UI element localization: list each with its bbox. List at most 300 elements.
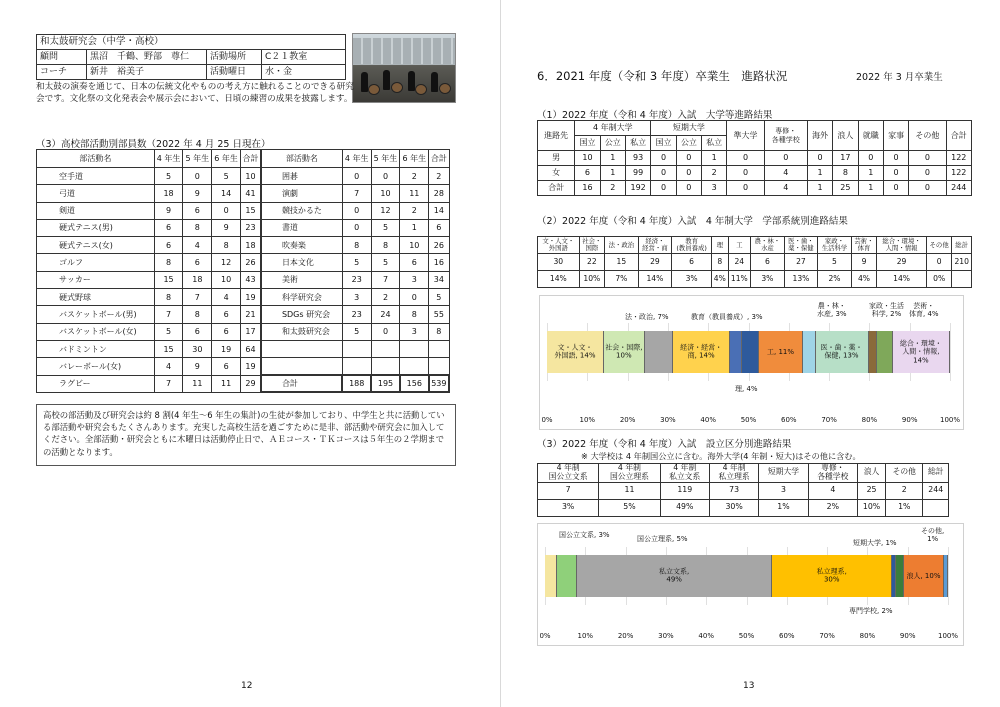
club-count <box>429 358 449 375</box>
callout-kokuri: 国公立理系, 5% <box>637 535 688 543</box>
result-cell: 0 <box>676 181 701 196</box>
faculty-percent-cell: 10% <box>579 271 604 288</box>
axis-tick-label: 60% <box>779 632 795 640</box>
result-cell: 17 <box>833 151 858 166</box>
faculty-percent-cell: 3% <box>751 271 785 288</box>
axis-tick-label: 70% <box>821 416 837 424</box>
axis-tick-label: 0% <box>541 416 553 424</box>
category-header-cell: 4 年制 私立理系 <box>709 464 758 483</box>
club-name: ラグビー <box>37 375 155 392</box>
club-count: 18 <box>154 185 183 202</box>
club-name: バドミントン <box>37 340 155 357</box>
faculty-count-cell: 6 <box>672 254 712 271</box>
club-name: 空手道 <box>37 168 155 185</box>
club-name: 科学研究会 <box>261 289 342 306</box>
result-subheader-cell: 私立 <box>625 136 650 151</box>
club-count <box>342 340 371 357</box>
result-cell: 0 <box>651 181 676 196</box>
faculty-count-cell: 24 <box>728 254 751 271</box>
club-count: 0 <box>183 168 212 185</box>
axis-tick-label: 70% <box>819 632 835 640</box>
club-count: 12 <box>371 202 400 219</box>
faculty-header-cell: 文・人文・ 外国語 <box>538 237 580 254</box>
faculty-percent-cell: 11% <box>728 271 751 288</box>
faculty-percent-cell: 4% <box>851 271 876 288</box>
club-count: 55 <box>429 306 449 323</box>
club-count: 5 <box>154 168 183 185</box>
category-header-cell: 短期大学 <box>759 464 808 483</box>
category-percent-cell: 5% <box>599 499 660 516</box>
faculty-header-cell: 総計 <box>952 237 972 254</box>
result-cell: 1 <box>807 181 832 196</box>
table-row <box>37 202 450 219</box>
result-cell: 16 <box>575 181 600 196</box>
category-stacked-bar-chart <box>537 523 964 646</box>
club-count: 17 <box>241 323 261 340</box>
days-label: 活動曜日 <box>207 65 262 80</box>
result-header-cell: 合計 <box>946 121 971 151</box>
axis-tick-label: 20% <box>619 416 636 424</box>
faculty-percent-cell: 14% <box>638 271 672 288</box>
club-count: 6 <box>400 254 429 271</box>
club-table-header-cell: 5 年生 <box>371 150 400 168</box>
result-subheader-cell: 国立 <box>651 136 676 151</box>
club-count: 15 <box>154 340 183 357</box>
axis-tick-label: 40% <box>700 416 716 424</box>
advisor-label: 顧問 <box>37 50 87 65</box>
bar-segment <box>673 331 730 373</box>
result-header-cell: 専修・ 各種学校 <box>764 121 807 151</box>
bar-segment <box>896 555 904 597</box>
bar-segment <box>944 555 948 597</box>
category-percent-cell: 2% <box>808 499 857 516</box>
result-header-cell: その他 <box>909 121 946 151</box>
faculty-count-cell: 5 <box>818 254 852 271</box>
club-name: 硬式テニス(女) <box>37 237 155 254</box>
club-count: 15 <box>241 202 261 219</box>
result-cell: 4 <box>764 166 807 181</box>
club-count <box>400 340 429 357</box>
table-row <box>538 151 972 166</box>
axis-tick-label: 40% <box>698 632 714 640</box>
club-count: 8 <box>212 237 241 254</box>
table-row <box>37 237 450 254</box>
club-count: 19 <box>241 358 261 375</box>
result-cell: 0 <box>727 151 764 166</box>
axis-tick-label: 90% <box>899 632 916 640</box>
result-subheader-cell: 公立 <box>676 136 701 151</box>
club-count <box>400 358 429 375</box>
club-table-header-cell: 6 年生 <box>400 150 429 168</box>
faculty-percent-cell: 2% <box>818 271 852 288</box>
result-cell: 0 <box>909 181 946 196</box>
club-count: 10 <box>212 271 241 288</box>
club-count: 6 <box>154 219 183 236</box>
club-count: 3 <box>400 323 429 340</box>
place-label: 活動場所 <box>207 50 262 65</box>
club-count: 8 <box>183 306 212 323</box>
faculty-percent-cell <box>952 271 972 288</box>
result-cell: 1 <box>858 181 883 196</box>
faculty-header-cell: 家政・ 生活科学 <box>818 237 852 254</box>
result-cell: 1 <box>702 151 727 166</box>
result-header-cell: 準大学 <box>727 121 764 151</box>
result-cell: 122 <box>946 166 971 181</box>
bar-segment <box>742 331 758 373</box>
faculty-count-cell: 29 <box>877 254 927 271</box>
table-row <box>538 166 972 181</box>
category-header-cell: その他 <box>886 464 923 483</box>
category-count-cell: 4 <box>808 482 857 499</box>
club-count: 11 <box>212 375 241 392</box>
result-cell: 2 <box>702 166 727 181</box>
days-value: 水・金 <box>262 65 346 80</box>
club-count: 10 <box>400 237 429 254</box>
club-name: 書道 <box>261 219 342 236</box>
faculty-percent-cell: 4% <box>712 271 728 288</box>
page-title: 6．2021 年度（令和 3 年度）卒業生 進路状況 <box>537 69 788 83</box>
faculty-percent-cell: 3% <box>672 271 712 288</box>
club-name: サッカー <box>37 271 155 288</box>
table-row <box>37 375 450 392</box>
axis-tick-label: 60% <box>781 416 797 424</box>
category-count-cell: 2 <box>886 482 923 499</box>
club-count: 9 <box>183 185 212 202</box>
club-name: 和太鼓研究会 <box>261 323 342 340</box>
club-name: ゴルフ <box>37 254 155 271</box>
club-name: バスケットボール(女) <box>37 323 155 340</box>
club-count: 43 <box>241 271 261 288</box>
result-header-cell: 進路先 <box>538 121 575 151</box>
club-count: 9 <box>212 219 241 236</box>
category-result-table <box>537 463 949 517</box>
result-cell: 0 <box>883 181 908 196</box>
club-name: 演劇 <box>261 185 342 202</box>
bar-segment <box>893 331 950 373</box>
club-count <box>342 358 371 375</box>
section3-heading: （3）2022 年度（令和 4 年度）入試 設立区分別進路結果 <box>537 439 792 450</box>
bar-segment <box>869 331 877 373</box>
club-count: 21 <box>241 306 261 323</box>
result-cell: 0 <box>909 151 946 166</box>
gridline <box>948 547 949 605</box>
result-header-cell: 4 年制大学 <box>575 121 651 136</box>
result-cell: 0 <box>651 166 676 181</box>
club-count: 34 <box>429 271 449 288</box>
data-label: 社会・国際, 10% <box>605 343 643 360</box>
category-percent-cell <box>923 499 949 516</box>
axis-tick-label: 90% <box>901 416 918 424</box>
gridline <box>950 323 951 381</box>
axis-tick-label: 10% <box>579 416 596 424</box>
data-label: 医・歯・薬・ 保健, 13% <box>820 343 863 360</box>
category-header-cell: 専修・ 各種学校 <box>808 464 857 483</box>
bar-segment <box>604 331 645 373</box>
callout-houseiji: 法・政治, 7% <box>625 313 669 321</box>
section2-heading: （2）2022 年度（令和 4 年度）入試 4 年制大学 学部系統別進路結果 <box>537 216 848 227</box>
club-count: 8 <box>183 219 212 236</box>
club-count: 2 <box>371 289 400 306</box>
club-table-header <box>37 150 450 168</box>
club-count: 23 <box>241 219 261 236</box>
club-table-header-cell: 4 年生 <box>342 150 371 168</box>
club-count <box>429 340 449 357</box>
club-count: 16 <box>429 254 449 271</box>
category-percent-cell: 30% <box>709 499 758 516</box>
result-subheader-cell: 公立 <box>600 136 625 151</box>
axis-tick-label: 50% <box>740 416 757 424</box>
category-header-cell: 4 年制 私立文系 <box>660 464 709 483</box>
club-count: 5 <box>371 219 400 236</box>
axis-tick-label: 30% <box>658 632 674 640</box>
result-header-cell: 短期大学 <box>651 121 727 136</box>
club-count: 6 <box>212 306 241 323</box>
club-count: 7 <box>342 185 371 202</box>
club-count: 29 <box>241 375 261 392</box>
club-count: 18 <box>183 271 212 288</box>
faculty-header-cell: 経済・ 経営・商 <box>638 237 672 254</box>
club-name <box>261 358 342 375</box>
result-cell: 1 <box>807 166 832 181</box>
faculty-header-cell: 法・政治 <box>605 237 639 254</box>
coach-value: 新井 裕美子 <box>87 65 207 80</box>
club-name: 弓道 <box>37 185 155 202</box>
club-name: 硬式野球 <box>37 289 155 306</box>
club-count: 6 <box>212 358 241 375</box>
club-count: 24 <box>371 306 400 323</box>
bar-segment <box>645 331 673 373</box>
club-count: 5 <box>342 323 371 340</box>
result-cell: 122 <box>946 151 971 166</box>
club-name: 硬式テニス(男) <box>37 219 155 236</box>
club-count: 539 <box>429 375 449 392</box>
club-count: 2 <box>429 168 449 185</box>
category-count-cell: 25 <box>857 482 885 499</box>
faculty-header-cell: 医・歯・ 薬・保健 <box>784 237 818 254</box>
club-count: 3 <box>342 289 371 306</box>
bar-segment <box>772 555 892 597</box>
faculty-header-cell: 農・林・ 水産 <box>751 237 785 254</box>
club-count: 10 <box>371 185 400 202</box>
club-name: バスケットボール(男) <box>37 306 155 323</box>
club-count: 14 <box>429 202 449 219</box>
bar-segment <box>877 331 893 373</box>
result-subheader-cell: 国立 <box>575 136 600 151</box>
club-count: 188 <box>342 375 371 392</box>
club-info-table <box>36 34 346 80</box>
club-count: 4 <box>212 289 241 306</box>
right-page <box>500 0 1000 707</box>
club-count: 18 <box>241 237 261 254</box>
club-member-table <box>36 149 450 393</box>
result-cell: 0 <box>883 151 908 166</box>
result-cell: 0 <box>807 151 832 166</box>
category-count-cell: 73 <box>709 482 758 499</box>
result-cell: 244 <box>946 181 971 196</box>
club-count: 8 <box>154 289 183 306</box>
section1-heading: （1）2022 年度（令和 4 年度）入試 大学等進路結果 <box>537 110 773 121</box>
faculty-header-cell: 社会・ 国際 <box>579 237 604 254</box>
faculty-percent-cell: 14% <box>538 271 580 288</box>
club-count: 6 <box>183 254 212 271</box>
faculty-percent-cell: 13% <box>784 271 818 288</box>
result-cell: 10 <box>575 151 600 166</box>
faculty-percent-cell: 0% <box>926 271 951 288</box>
club-count: 23 <box>342 306 371 323</box>
club-count: 8 <box>342 237 371 254</box>
category-header-cell: 浪人 <box>857 464 885 483</box>
axis-tick-label: 50% <box>738 632 755 640</box>
category-count-cell: 7 <box>538 482 599 499</box>
table-row <box>37 219 450 236</box>
club-count: 0 <box>371 323 400 340</box>
result-header-cell: 家事 <box>883 121 908 151</box>
club-count: 4 <box>183 237 212 254</box>
faculty-count-cell: 15 <box>605 254 639 271</box>
callout-kyouiku: 教育（教員養成）, 3% <box>691 313 763 321</box>
faculty-percent-cell: 7% <box>605 271 639 288</box>
category-header-cell: 4 年制 国公立理系 <box>599 464 660 483</box>
bar-segment <box>803 331 815 373</box>
callout-sonota: その他, 1% <box>921 527 945 544</box>
result-cell: 99 <box>625 166 650 181</box>
club-count: 23 <box>342 271 371 288</box>
club-count: 5 <box>342 254 371 271</box>
bar-segment <box>904 555 944 597</box>
club-count: 0 <box>371 168 400 185</box>
club-count: 0 <box>400 289 429 306</box>
coach-label: コーチ <box>37 65 87 80</box>
faculty-result-table <box>537 236 972 288</box>
axis-tick-label: 100% <box>939 416 961 424</box>
club-table-header-cell: 6 年生 <box>212 150 241 168</box>
axis-tick-label: 30% <box>660 416 676 424</box>
club-count: 14 <box>212 185 241 202</box>
club-count <box>371 358 400 375</box>
club-count: 7 <box>183 289 212 306</box>
data-label: 私立理系, 30% <box>816 567 847 584</box>
club-count: 8 <box>429 323 449 340</box>
bar-segment <box>730 331 742 373</box>
axis-tick-label: 10% <box>577 632 594 640</box>
club-count: 28 <box>429 185 449 202</box>
category-bar <box>545 555 948 597</box>
result-cell: 1 <box>600 166 625 181</box>
category-percent-cell: 1% <box>759 499 808 516</box>
category-count-cell: 11 <box>599 482 660 499</box>
club-count: 6 <box>183 202 212 219</box>
club-count: 6 <box>212 323 241 340</box>
club-name: 剣道 <box>37 202 155 219</box>
club-count: 30 <box>183 340 212 357</box>
club-count: 195 <box>371 375 400 392</box>
club-count: 9 <box>154 202 183 219</box>
faculty-count-cell: 8 <box>712 254 728 271</box>
result-cell: 1 <box>600 151 625 166</box>
club-count: 6 <box>183 323 212 340</box>
section3-note: ※ 大学校は 4 年制国公立に含む。海外大学(4 年制・短大)はその他に含む。 <box>581 451 861 461</box>
result-cell: 0 <box>727 166 764 181</box>
callout-nou: 農・林・ 水産, 3% <box>817 302 847 319</box>
table-row <box>37 358 450 375</box>
category-count-cell: 119 <box>660 482 709 499</box>
callout-senshu: 専門学校, 2% <box>849 607 893 615</box>
axis-tick-label: 80% <box>861 416 878 424</box>
category-percent-cell: 1% <box>886 499 923 516</box>
taiko-photo <box>352 33 456 103</box>
club-count: 3 <box>400 271 429 288</box>
category-count-cell: 3 <box>759 482 808 499</box>
faculty-header-cell: 教育 (教員養成) <box>672 237 712 254</box>
club-table-body <box>37 168 450 393</box>
result-cell: 0 <box>727 181 764 196</box>
bar-segment <box>577 555 773 597</box>
result-cell: 3 <box>702 181 727 196</box>
club-count: 5 <box>212 168 241 185</box>
club-count-heading: （3）高校部活動別部員数（2022 年 4 月 25 日現在） <box>36 139 271 150</box>
club-count: 9 <box>183 358 212 375</box>
faculty-header-cell: 芸術・ 体育 <box>851 237 876 254</box>
club-count: 64 <box>241 340 261 357</box>
result-subheader-cell: 私立 <box>702 136 727 151</box>
club-count: 12 <box>212 254 241 271</box>
data-label: 経済・経営・ 商, 14% <box>680 343 723 360</box>
faculty-count-cell: 9 <box>851 254 876 271</box>
club-count: 4 <box>154 358 183 375</box>
club-count: 5 <box>154 323 183 340</box>
category-count-cell: 244 <box>923 482 949 499</box>
graduation-date: 2022 年 3 月卒業生 <box>856 72 943 83</box>
data-label: 私立文系, 49% <box>659 567 690 584</box>
bar-segment <box>759 331 804 373</box>
club-info-title: 和太鼓研究会（中学・高校） <box>37 35 346 50</box>
club-table-header-cell: 5 年生 <box>183 150 212 168</box>
result-header-cell: 浪人 <box>833 121 858 151</box>
result-cell: 6 <box>575 166 600 181</box>
club-count: 2 <box>400 202 429 219</box>
club-count: 41 <box>241 185 261 202</box>
result-cell: 8 <box>833 166 858 181</box>
club-count: 7 <box>371 271 400 288</box>
table-row <box>37 254 450 271</box>
club-name: 日本文化 <box>261 254 342 271</box>
row-label: 男 <box>538 151 575 166</box>
faculty-count-cell: 27 <box>784 254 818 271</box>
category-percent-cell: 10% <box>857 499 885 516</box>
axis-tick-label: 100% <box>937 632 959 640</box>
callout-ri: 理, 4% <box>735 385 758 393</box>
result-header-cell: 就職 <box>858 121 883 151</box>
callout-geijutsu: 芸術・ 体育, 4% <box>909 302 939 319</box>
club-count: 8 <box>371 237 400 254</box>
club-count: 19 <box>212 340 241 357</box>
category-percent-cell: 49% <box>660 499 709 516</box>
page-number-left: 12 <box>241 681 253 691</box>
row-label: 女 <box>538 166 575 181</box>
result-cell: 1 <box>858 166 883 181</box>
result-cell: 0 <box>676 166 701 181</box>
club-count: 1 <box>400 219 429 236</box>
table-row <box>37 185 450 202</box>
table-row <box>37 323 450 340</box>
axis-tick-label: 20% <box>617 632 634 640</box>
club-count: 26 <box>241 254 261 271</box>
club-count: 11 <box>400 185 429 202</box>
data-label: 文・人文・ 外国語, 14% <box>554 343 596 360</box>
club-intro-text: 和太鼓の演奏を通じて、日本の伝統文化やものの考え方に触れることのできる研究会です。文化祭の文化発表会や展示会において、日頃の練習の成果を披露します。 <box>36 82 354 104</box>
callout-kokubun: 国公立文系, 3% <box>559 531 610 539</box>
faculty-stacked-bar-chart <box>539 295 964 430</box>
